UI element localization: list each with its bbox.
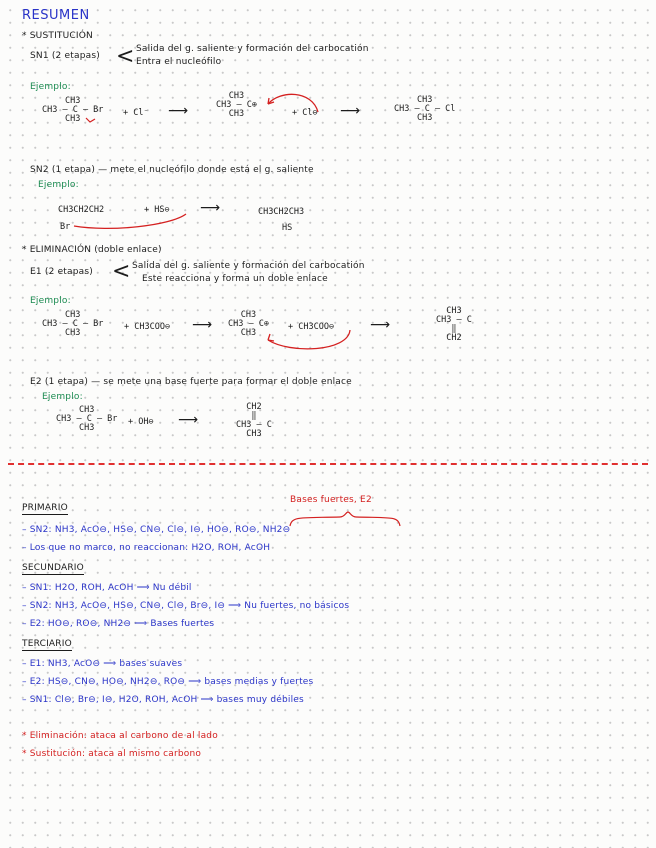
note-sustitucion: * Sustitución: ataca al mismo carbono [22, 749, 202, 759]
sn1-line-1: Salida del g. saliente y formación del carbocatión [136, 44, 369, 54]
primario-item-1: – SN2: NH3, AcO⊖, HS⊖, CN⊖, Cl⊖, I⊖, HO⊖, RO⊖, NH2⊖ [22, 525, 291, 535]
reaction-arrow: ⟶ [178, 412, 199, 428]
primario-item-2: – Los que no marco, no reaccionan: H2O, ROH, AcOH [22, 543, 271, 553]
example-label-1: Ejemplo: [30, 82, 71, 92]
secundario-item-1: – SN1: H2O, ROH, AcOH ⟹ Nu débil [22, 583, 192, 593]
ex2-hs: HS [282, 223, 293, 233]
ex3-product: CH3 CH3 – C ‖ CH2 [436, 306, 472, 343]
secundario-heading: SECUNDARIO [22, 563, 84, 573]
ex2-plus: + HS⊖ [144, 205, 170, 215]
ex1-plus-cl: + Cl⁻ [123, 108, 149, 118]
ex3-carbocation: CH3 CH3 – C⊕ CH3 [228, 310, 269, 338]
ex2-product: CH3CH2CH3 [258, 207, 305, 217]
eliminacion-heading: * ELIMINACIÓN (doble enlace) [22, 245, 162, 255]
ex1-reactant: CH3 CH3 – C – Br CH3 [42, 96, 104, 124]
ex3-plus-2: + CH3COO⊖ [288, 322, 335, 332]
terciario-item-1: – E1: NH3, AcO⊖ ⟹ bases suaves [22, 659, 183, 669]
page-title: RESUMEN [22, 8, 90, 23]
terciario-item-2: – E2: HS⊖, CN⊖, HO⊖, NH2⊖, RO⊖ ⟹ bases medias y fuertes [22, 677, 314, 687]
example-label-2: Ejemplo: [38, 180, 79, 190]
e1-bracket: < [112, 259, 131, 284]
ex1-product: CH3 CH3 – C – Cl CH3 [394, 95, 456, 123]
ex3-plus: + CH3COO⊖ [124, 322, 171, 332]
reaction-arrow: ⟶ [340, 103, 361, 119]
secundario-item-3: – E2: HO⊖, RO⊖, NH2⊖ ⟹ Bases fuertes [22, 619, 215, 629]
example-label-3: Ejemplo: [30, 296, 71, 306]
sustitucion-heading: * SUSTITUCIÓN [22, 31, 93, 41]
ex1-plus-cl-2: + Cl⊖ [292, 108, 318, 118]
ex4-product: CH2 ‖ CH3 – C CH3 [236, 402, 272, 439]
e1-label: E1 (2 etapas) [30, 267, 93, 277]
reaction-arrow: ⟶ [200, 200, 221, 216]
note-eliminacion: * Eliminación: ataca al carbono de al lado [22, 731, 218, 741]
sn1-bracket: < [116, 44, 135, 69]
e1-line-2: Este reacciona y forma un doble enlace [142, 274, 328, 284]
e1-line-1: Salida del g. saliente y formación del carbocatión [132, 261, 365, 271]
reaction-arrow: ⟶ [192, 317, 213, 333]
ex1-carbocation: CH3 CH3 – C⊕ CH3 [216, 91, 257, 119]
terciario-item-3: – SN1: Cl⊖, Br⊖, I⊖, H2O, ROH, AcOH ⟹ bases muy débiles [22, 695, 304, 705]
primario-heading: PRIMARIO [22, 503, 68, 513]
terciario-heading: TERCIARIO [22, 639, 72, 649]
ex2-br: Br [60, 222, 71, 232]
sn1-label: SN1 (2 etapas) [30, 51, 100, 61]
ex2-reactant: CH3CH2CH2 [58, 205, 105, 215]
example-label-4: Ejemplo: [42, 392, 83, 402]
bases-fuertes-note: Bases fuertes, E2 [290, 495, 372, 505]
ex4-reactant: CH3 CH3 – C – Br CH3 [56, 405, 118, 433]
reaction-arrow: ⟶ [370, 317, 391, 333]
ex4-plus: + OH⊖ [128, 417, 154, 427]
secundario-item-2: – SN2: NH3, AcO⊖, HS⊖, CN⊖, Cl⊖, Br⊖, I⊖ ⟹ Nu fuertes, no básicos [22, 601, 350, 611]
e2-line: E2 (1 etapa) — se mete una base fuerte para formar el doble enlace [30, 377, 352, 387]
sn2-line: SN2 (1 etapa) — mete el nucleófilo donde está el g. saliente [30, 165, 314, 175]
sn1-line-2: Entra el nucleófilo [136, 57, 222, 67]
ex3-reactant: CH3 CH3 – C – Br CH3 [42, 310, 104, 338]
reaction-arrow: ⟶ [168, 103, 189, 119]
